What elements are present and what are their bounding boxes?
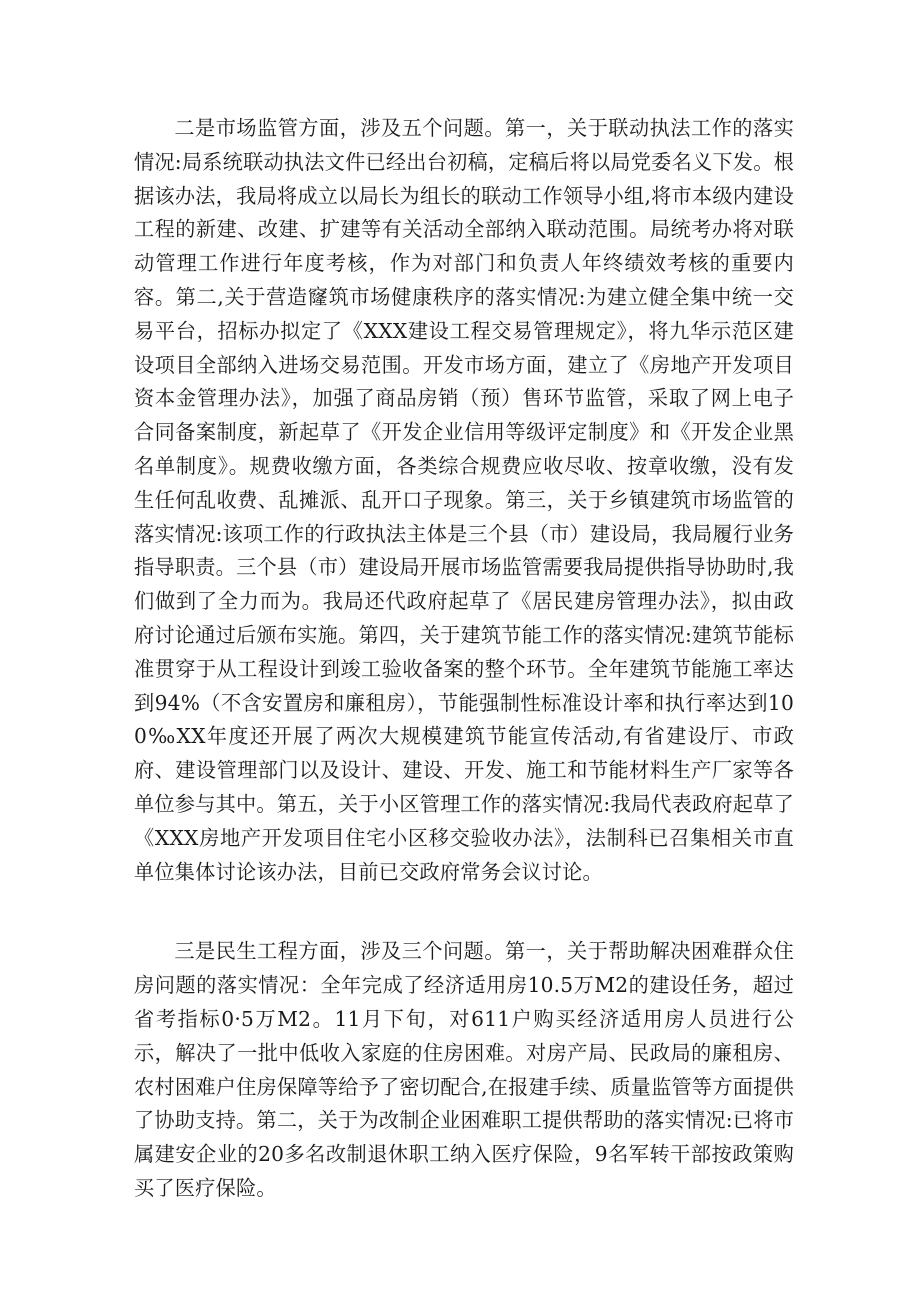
document-page bbox=[134, 112, 794, 1206]
paragraph-market-supervision: 二是市场监管方面，涉及五个问题。第一，关于联动执法工作的落实情况:局系统联动执法文件已经出台初稿，定稿后将以局党委名义下发。根据该办法，我局将成立以局长为组长的联动工作领导小组,将市本级内建设工程的新建、改建、扩建等有关活动全部纳入联动范围。局统考办将对联动管理工作进行年度考核，作为对部门和负责人年终绩效考核的重要内容。第二,关于营造窿筑市场健康秩序的落实情况:为建立健全集中统一交易平台，招标办拟定了《XXX建设工程交易管理规定》，将九华示范区建设项目全部纳入进场交易范围。开发市场方面，建立了《房地产开发项目资本金管理办法》，加强了商品房销（预）售环节监管，采取了网上电子合同备案制度，新起草了《开发企业信用等级评定制度》和《开发企业黑名单制度》。规费收缴方面，各类综合规费应收尽收、按章收缴，没有发生任何乱收费、乱摊派、乱开口子现象。第三，关于乡镇建筑市场监管的落实情况:该项工作的行政执法主体是三个县（市）建设局，我局履行业务指导职责。三个县（市）建设局开展市场监管需要我局提供指导协助时,我们做到了全力而为。我局还代政府起草了《居民建房管理办法》，拟由政府讨论通过后颁布实施。第四，关于建筑节能工作的落实情况:建筑节能标准贯穿于从工程设计到竣工验收备案的整个环节。全年建筑节能施工率达到94%（不含安置房和廉租房），节能强制性标准设计率和执行率达到100‰XX年度还开展了两次大规模建筑节能宣传活动,有省建设厅、市政府、建设管理部门以及设计、建设、开发、施工和节能材料生产厂家等各单位参与其中。第五，关于小区管理工作的落实情况:我局代表政府起草了《XXX房地产开发项目住宅小区移交验收办法》，法制科已召集相关市直单位集体讨论该办法，目前已交政府常务会议讨论。 bbox=[134, 116, 794, 884]
paragraph-livelihood-projects: 三是民生工程方面，涉及三个问题。第一，关于帮助解决困难群众住房问题的落实情况：全年完成了经济适用房10.5万M2的建设任务，超过省考指标0·5万M2。11月下旬，对611户购买经济适用房人员进行公示，解决了一批中低收入家庭的住房困难。对房产局、民政局的廉租房、农村困难户住房保障等给予了密切配合,在报建手续、质量监管等方面提供了协助支持。第二，关于为改制企业困难职工提供帮助的落实情况:已将市属建安企业的20多名改制退休职工纳入医疗保险，9名军转干部按政策购买了医疗保险。 bbox=[134, 939, 794, 1200]
